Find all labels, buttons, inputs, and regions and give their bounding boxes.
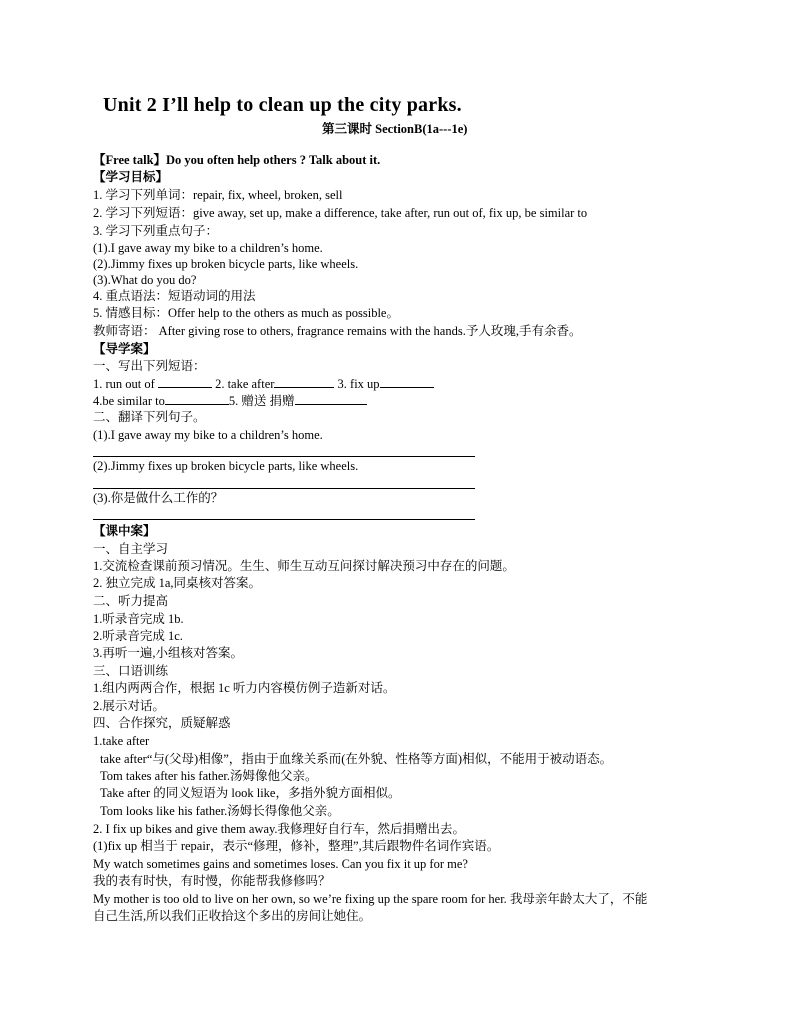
in-class-line: 3.再听一遍,小组核对答案。	[93, 646, 244, 660]
objective-item: (1).I gave away my bike to a children’s home.	[93, 241, 323, 255]
objective-item: (3).What do you do?	[93, 273, 197, 287]
in-class-line: 2. 独立完成 1a,同桌核对答案。	[93, 576, 262, 590]
answer-line[interactable]	[93, 456, 475, 457]
phrase-prompt: 1. run out of	[93, 377, 155, 391]
in-class-line: 自己生活,所以我们正收拾这个多出的房间让她住。	[93, 909, 372, 923]
preview-part2-title: 二、翻译下列句子。	[93, 410, 206, 424]
in-class-line: 二、听力提高	[93, 594, 169, 608]
preview-heading: 【导学案】	[93, 342, 156, 356]
in-class-line: 1.听录音完成 1b.	[93, 612, 184, 626]
phrase-prompt: 2. take after	[215, 377, 275, 391]
free-talk-label: 【Free talk】	[93, 153, 167, 167]
answer-blank[interactable]	[380, 375, 434, 388]
answer-line[interactable]	[93, 519, 475, 520]
phrase-row-2	[93, 392, 367, 409]
answer-blank[interactable]	[165, 392, 229, 405]
preview-part1-title: 一、写出下列短语：	[93, 359, 206, 373]
objective-item: 5. 情感目标：Offer help to the others as much as possible。	[93, 306, 399, 320]
in-class-line: 1.组内两两合作，根据 1c 听力内容模仿例子造新对话。	[93, 681, 396, 695]
in-class-line: 2.展示对话。	[93, 699, 165, 713]
page-subtitle: 第三课时 SectionB(1a---1e)	[322, 122, 468, 136]
in-class-line: 2.听录音完成 1c.	[93, 629, 183, 643]
explanation-line: Tom looks like his father.汤姆长得像他父亲。	[100, 804, 340, 818]
phrase-prompt: 4.be similar to	[93, 394, 165, 408]
in-class-line: 2. I fix up bikes and give them away.我修理好自行车，然后捐赠出去。	[93, 822, 466, 836]
phrase-prompt: 5. 赠送 捐赠	[228, 394, 295, 408]
objectives-heading: 【学习目标】	[93, 170, 169, 184]
explanation-line: Tom takes after his father.汤姆像他父亲。	[100, 769, 318, 783]
translate-sentence: (2).Jimmy fixes up broken bicycle parts, like wheels.	[93, 459, 359, 473]
in-class-line: 三、口语训练	[93, 664, 169, 678]
explanation-line: Take after 的同义短语为 look like，多指外貌方面相似。	[100, 786, 401, 800]
objective-item: 3. 学习下列重点句子：	[93, 224, 219, 238]
answer-blank[interactable]	[158, 375, 212, 388]
in-class-line: 1.交流检查课前预习情况。生生、师生互动互问探讨解决预习中存在的问题。	[93, 559, 515, 573]
in-class-line: 我的表有时快，有时慢，你能帮我修修吗？	[93, 874, 331, 888]
page-title: Unit 2 I’ll help to clean up the city parks.	[103, 94, 462, 116]
answer-blank[interactable]	[295, 392, 367, 405]
answer-blank[interactable]	[274, 375, 334, 388]
explanation-line: take after“与(父母)相像”，指由于血缘关系而(在外貌、性格等方面)相似，不能用于被动语态。	[100, 752, 613, 766]
free-talk-line	[93, 152, 380, 168]
phrase-row-1	[93, 375, 434, 392]
objective-item: 4. 重点语法：短语动词的用法	[93, 289, 256, 303]
objective-item: (2).Jimmy fixes up broken bicycle parts, like wheels.	[93, 257, 359, 271]
translate-sentence: (3).你是做什么工作的？	[93, 491, 224, 505]
in-class-line: 一、自主学习	[93, 542, 169, 556]
free-talk-text: Do you often help others ? Talk about it.	[166, 153, 381, 167]
objective-item: 1. 学习下列单词：repair, fix, wheel, broken, sell	[93, 188, 343, 202]
translate-sentence: (1).I gave away my bike to a children’s home.	[93, 428, 323, 442]
in-class-line: 1.take after	[93, 734, 150, 748]
in-class-line: 四、合作探究，质疑解惑	[93, 716, 231, 730]
in-class-line: My watch sometimes gains and sometimes loses. Can you fix it up for me?	[93, 857, 468, 871]
phrase-prompt: 3. fix up	[337, 377, 380, 391]
in-class-line: My mother is too old to live on her own, so we’re fixing up the spare room for her. 我母亲年龄太大了，不能	[93, 892, 648, 906]
in-class-heading: 【课中案】	[93, 524, 156, 538]
answer-line[interactable]	[93, 488, 475, 489]
objective-item: 2. 学习下列短语：give away, set up, make a difference, take after, run out of, fix up, be similar to	[93, 206, 588, 220]
teacher-message: 教师寄语： After giving rose to others, fragrance remains with the hands.予人玫瑰,手有余香。	[93, 324, 582, 338]
in-class-line: (1)fix up 相当于 repair，表示“修理，修补，整理”,其后跟物件名词作宾语。	[93, 839, 500, 853]
